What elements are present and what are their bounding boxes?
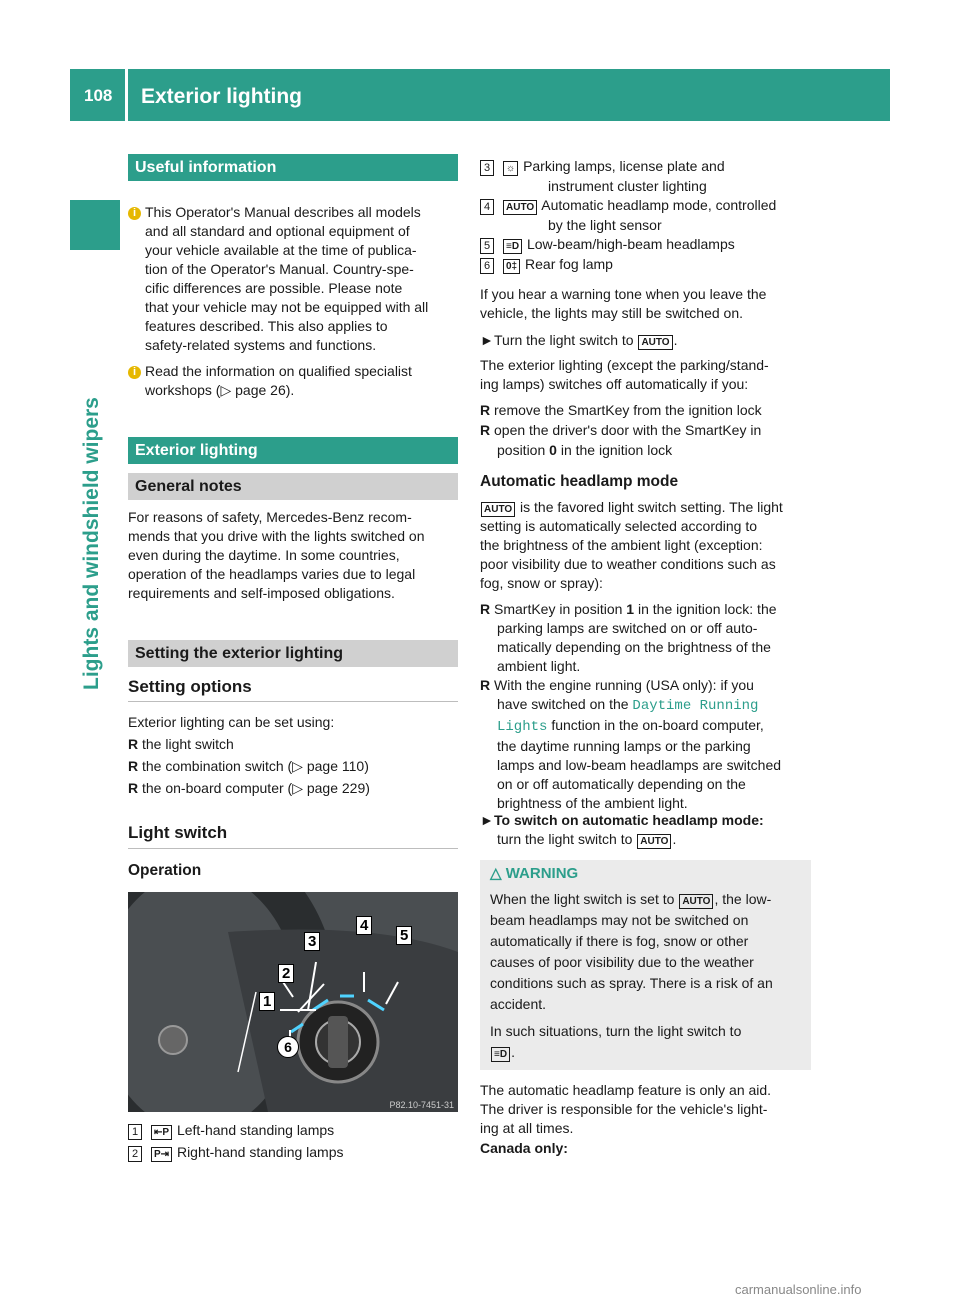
- page-reference-link[interactable]: the combination switch (▷ page 110): [142, 758, 369, 774]
- setting-heading: Setting the exterior lighting: [128, 640, 458, 667]
- auto-icon: AUTO: [503, 200, 537, 215]
- setting-options-list: Exterior lighting can be set using: R the light switch R the combination switch (▷ page 110) R the on-board computer (▷ page 229): [128, 714, 370, 796]
- light-switch-heading: Light switch: [128, 823, 228, 842]
- operation-heading: Operation: [128, 862, 202, 879]
- callout-6: 6: [277, 1036, 299, 1058]
- turn-switch-instruction: ►Turn the light switch to AUTO .: [480, 332, 678, 348]
- divider: [128, 701, 458, 702]
- page-header: [70, 69, 890, 121]
- info-icon: i: [128, 366, 141, 379]
- right-standing-lamp-icon: P⇥: [151, 1147, 172, 1162]
- useful-info-heading: Useful information: [128, 154, 458, 181]
- parking-lamp-icon: ☼: [503, 161, 518, 176]
- low-beam-icon: ≡D: [503, 239, 522, 254]
- automatic-mode-heading: Automatic headlamp mode: [480, 473, 679, 490]
- page-reference-link[interactable]: workshops (▷ page 26).: [145, 382, 295, 398]
- legend-list-1: 1 ⇤P Left-hand standing lamps 2 P⇥ Right-hand standing lamps: [128, 1119, 463, 1163]
- light-switch-photo: [128, 892, 458, 1112]
- general-notes-heading: General notes: [128, 473, 458, 500]
- switch-on-instruction: ►To switch on automatic headlamp mode: turn the light switch to AUTO .: [480, 812, 764, 847]
- footer-watermark: carmanualsonline.info: [735, 1282, 862, 1297]
- canada-heading: Canada only:: [480, 1140, 568, 1156]
- callout-3: 3: [304, 932, 320, 951]
- aid-text: The automatic headlamp feature is only an aid. The driver is responsible for the vehicle's light- ing at all times.: [480, 1082, 772, 1136]
- warning-triangle-icon: △: [490, 865, 502, 882]
- auto-icon: AUTO: [481, 502, 515, 517]
- menu-term: Lights: [497, 719, 548, 735]
- page-reference-link[interactable]: the on-board computer (▷ page 229): [142, 780, 370, 796]
- divider: [128, 848, 458, 849]
- warning-tone-text: If you hear a warning tone when you leave the vehicle, the lights may still be switched on.: [480, 286, 767, 321]
- header-divider: [125, 69, 128, 121]
- page-number: 108: [84, 86, 113, 105]
- legend-list-2: 3 ☼ Parking lamps, license plate and instrument cluster lighting 4 AUTO Automatic headlamp mode, controlled by the light sensor 5 ≡D Low-beam/high-beam headlamps 6 0‡ Rear fog lamp: [480, 157, 815, 274]
- auto-off-text: The exterior lighting (except the parking/stand- ing lamps) switches off automatically if you:: [480, 357, 769, 392]
- warning-instruction: In such situations, turn the light switch to ≡D .: [490, 1023, 742, 1060]
- auto-icon: AUTO: [637, 834, 671, 849]
- photo-code: P82.10-7451-31: [389, 1100, 454, 1110]
- auto-icon: AUTO: [638, 335, 672, 350]
- page-title: Exterior lighting: [141, 85, 303, 108]
- chapter-title: Lights and windshield wipers: [80, 397, 103, 690]
- callout-1: 1: [259, 992, 275, 1011]
- callout-2: 2: [278, 964, 294, 983]
- auto-icon: AUTO: [679, 894, 713, 909]
- callout-5: 5: [396, 926, 412, 945]
- general-notes-text: For reasons of safety, Mercedes-Benz recom- mends that you drive with the lights switched on even during the daytime. In some countries, operation of the headlamps varies due to legal requirements and self-imposed obligations.: [128, 509, 425, 601]
- warning-text: When the light switch is set to AUTO , the low- beam headlamps may not be switched on automatically if there is fog, snow or other causes of poor visibility due to the weather conditions such as spray. There is a risk of an accident.: [490, 891, 773, 1012]
- automatic-mode-text: AUTO is the favored light switch setting. The light setting is automatically selected according to the brightness of the ambient light (exception: poor visibility due to weather conditions such as fog, snow or spray):: [480, 499, 783, 591]
- exterior-lighting-heading: Exterior lighting: [128, 437, 458, 464]
- setting-options-heading: Setting options: [128, 677, 252, 696]
- rear-fog-icon: 0‡: [503, 259, 520, 274]
- useful-info-p2: i Read the information on qualified specialist workshops (▷ page 26).: [128, 362, 463, 400]
- automatic-mode-list: R SmartKey in position 1 in the ignition lock: the parking lamps are switched on or off auto- matically depending on the brightness of the ambient light. R With the engine running (USA only): if you have switched on the Daytime Running Lights function in the on-board computer, the daytime running lamps or the parking lamps and low-beam headlamps are switched on or off automatically depending on the brightness of the ambient light.: [480, 601, 782, 811]
- callout-4: 4: [356, 916, 372, 935]
- useful-info-p1: i This Operator's Manual describes all models and all standard and optional equipment of your vehicle available at the time of publica- tion of the Operator's Manual. Country-spe- cific differences are possible. Please note that your vehicle may not be equipped with all features described. This also applies to safety-related systems and functions.: [128, 203, 463, 355]
- low-beam-icon: ≡D: [491, 1047, 510, 1062]
- auto-off-list: R remove the SmartKey from the ignition lock R open the driver's door with the SmartKey in position 0 in the ignition lock: [480, 402, 762, 458]
- chapter-tab: [70, 200, 120, 250]
- menu-term: Daytime Running: [632, 698, 759, 714]
- left-standing-lamp-icon: ⇤P: [151, 1125, 172, 1140]
- warning-title: △ WARNING: [490, 865, 579, 882]
- info-icon: i: [128, 207, 141, 220]
